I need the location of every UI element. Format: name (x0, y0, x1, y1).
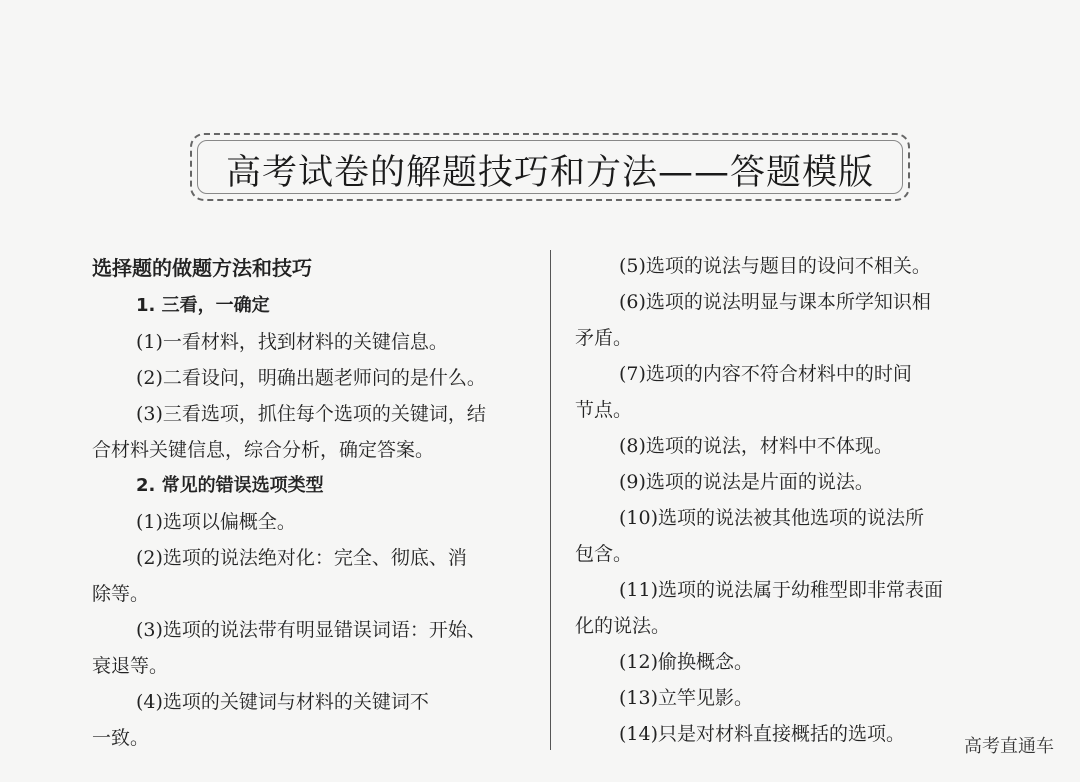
text-line: (3)选项的说法带有明显错误词语：开始、 (136, 619, 486, 641)
text-line: 2. 常见的错误选项类型 (136, 475, 324, 496)
text-line: (5)选项的说法与题目的设问不相关。 (619, 255, 931, 277)
title-frame (190, 133, 910, 201)
text-line: (9)选项的说法是片面的说法。 (619, 471, 874, 493)
text-line: 1. 三看，一确定 (136, 295, 270, 316)
text-line: 化的说法。 (575, 615, 671, 637)
text-line: (14)只是对材料直接概括的选项。 (619, 723, 906, 745)
right-text-lines (575, 248, 1010, 752)
text-line: (1)选项以偏概全。 (136, 511, 296, 533)
text-line: (3)三看选项，抓住每个选项的关键词，结 (136, 403, 486, 425)
section-heading: 选择题的做题方法和技巧 (92, 256, 312, 280)
text-line: 包含。 (575, 543, 633, 565)
text-line: 节点。 (575, 399, 633, 421)
watermark: 高考直通车 (964, 736, 1054, 757)
text-line: (10)选项的说法被其他选项的说法所 (619, 507, 925, 529)
text-line: (1)一看材料，找到材料的关键信息。 (136, 331, 448, 353)
text-line: (8)选项的说法，材料中不体现。 (619, 435, 893, 457)
column-divider (550, 250, 551, 750)
text-line: (2)选项的说法绝对化：完全、彻底、消 (136, 547, 467, 569)
left-column (92, 248, 532, 756)
text-line: (12)偷换概念。 (619, 651, 754, 673)
text-line: (11)选项的说法属于幼稚型即非常表面 (619, 579, 944, 601)
text-line: (2)二看设问，明确出题老师问的是什么。 (136, 367, 486, 389)
text-line: 除等。 (92, 583, 150, 605)
text-line: (7)选项的内容不符合材料中的时间 (619, 363, 912, 385)
text-line: (4)选项的关键词与材料的关键词不 (136, 691, 429, 713)
page-title: 高考试卷的解题技巧和方法——答题模版 (225, 153, 874, 193)
text-line: 合材料关键信息，综合分析，确定答案。 (92, 439, 435, 461)
right-column (575, 248, 1010, 752)
text-line: 衰退等。 (92, 655, 169, 677)
text-line: (13)立竿见影。 (619, 687, 754, 709)
text-line: (6)选项的说法明显与课本所学知识相 (619, 291, 931, 313)
left-text-lines (92, 288, 532, 756)
text-line: 一致。 (92, 727, 150, 749)
text-line: 矛盾。 (575, 327, 633, 349)
